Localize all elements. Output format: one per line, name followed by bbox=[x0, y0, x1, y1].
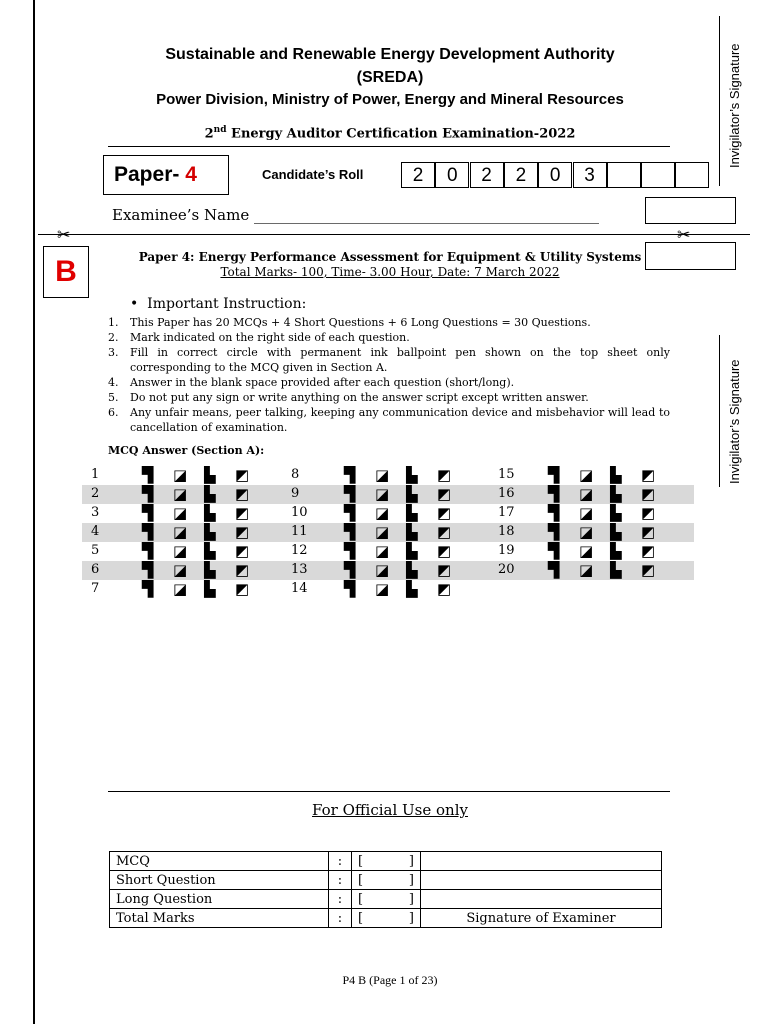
paper-title: Paper 4: Energy Performance Assessment for Equipment & Utility Systems bbox=[138, 250, 642, 264]
instruction-text: Any unfair means, peer talking, keeping any communication device and misbehavior will lead to cancellation of examination. bbox=[130, 406, 670, 434]
official-row-label: Long Question bbox=[110, 890, 329, 909]
answer-option-icon[interactable]: ◩ bbox=[235, 523, 250, 541]
answer-option-icon[interactable]: ▙ bbox=[610, 523, 622, 541]
mcq-question-number: 6 bbox=[91, 562, 100, 577]
official-mark-field[interactable] bbox=[352, 890, 421, 909]
answer-option-icon[interactable]: ◪ bbox=[173, 523, 188, 541]
answer-option-icon[interactable]: ◪ bbox=[173, 504, 188, 522]
org-abbr: (SREDA) bbox=[356, 69, 424, 86]
answer-option-icon[interactable]: ◪ bbox=[375, 542, 390, 560]
answer-option-icon[interactable]: ▜ bbox=[142, 580, 154, 598]
answer-option-icon[interactable]: ▙ bbox=[406, 542, 418, 560]
answer-option-icon[interactable]: ▜ bbox=[344, 485, 356, 503]
mcq-question-number: 2 bbox=[91, 486, 100, 501]
mcq-question-number: 19 bbox=[498, 543, 515, 558]
answer-option-icon[interactable]: ▜ bbox=[142, 485, 154, 503]
page-footer: P4 B (Page 1 of 23) bbox=[342, 973, 438, 987]
answer-option-icon[interactable]: ▜ bbox=[344, 523, 356, 541]
bracket-open: [ bbox=[358, 910, 364, 926]
mcq-row bbox=[82, 485, 694, 504]
answer-option-icon[interactable]: ◪ bbox=[375, 504, 390, 522]
official-mark-field[interactable] bbox=[352, 871, 421, 890]
answer-option-icon[interactable]: ▙ bbox=[204, 523, 216, 541]
mcq-question-number: 16 bbox=[498, 486, 515, 501]
official-row-right[interactable] bbox=[421, 871, 662, 890]
mcq-row bbox=[82, 466, 694, 485]
mcq-row bbox=[82, 542, 694, 561]
mcq-question-number: 14 bbox=[291, 581, 308, 596]
answer-option-icon[interactable]: ▜ bbox=[344, 561, 356, 579]
answer-option-icon[interactable]: ▜ bbox=[344, 580, 356, 598]
instruction-number: 6. bbox=[108, 406, 119, 419]
answer-option-icon[interactable]: ◩ bbox=[641, 504, 656, 522]
roll-digit-box[interactable] bbox=[675, 162, 709, 188]
answer-option-icon[interactable]: ◪ bbox=[375, 466, 390, 484]
answer-option-icon[interactable]: ▙ bbox=[204, 485, 216, 503]
instruction-number: 2. bbox=[108, 331, 119, 344]
answer-option-icon[interactable]: ▙ bbox=[406, 485, 418, 503]
answer-option-icon[interactable]: ◪ bbox=[173, 542, 188, 560]
answer-option-icon[interactable]: ▙ bbox=[610, 504, 622, 522]
answer-option-icon[interactable]: ◪ bbox=[579, 561, 594, 579]
answer-option-icon[interactable]: ◩ bbox=[641, 485, 656, 503]
answer-option-icon[interactable]: ◪ bbox=[173, 580, 188, 598]
bracket-close: ] bbox=[408, 872, 414, 888]
instruction-number: 4. bbox=[108, 376, 119, 389]
answer-option-icon[interactable]: ◩ bbox=[437, 466, 452, 484]
official-row bbox=[110, 871, 662, 890]
instruction-item bbox=[108, 345, 670, 375]
answer-option-icon[interactable]: ◩ bbox=[437, 561, 452, 579]
scissor-icon: ✂ bbox=[677, 225, 691, 244]
left-margin-line bbox=[33, 0, 35, 1024]
division-title: Power Division, Ministry of Power, Energy and Mineral Resources bbox=[156, 91, 624, 108]
mcq-question-number: 7 bbox=[91, 581, 100, 596]
instruction-item bbox=[108, 375, 670, 390]
instruction-text: Do not put any sign or write anything on the answer script except written answer. bbox=[130, 391, 589, 404]
instruction-item bbox=[108, 330, 670, 345]
answer-option-icon[interactable]: ▙ bbox=[406, 466, 418, 484]
instruction-item bbox=[108, 315, 670, 330]
exam-title: 2nd Energy Auditor Certification Examination-2022 bbox=[204, 125, 576, 142]
answer-option-icon[interactable]: ▙ bbox=[610, 561, 622, 579]
answer-option-icon[interactable]: ▙ bbox=[610, 466, 622, 484]
answer-option-icon[interactable]: ▜ bbox=[142, 466, 154, 484]
instructions-heading: • Important Instruction: bbox=[130, 296, 307, 312]
cut-line bbox=[38, 234, 750, 235]
signature-divider bbox=[719, 16, 720, 186]
answer-option-icon[interactable]: ◩ bbox=[235, 561, 250, 579]
official-row-right: Signature of Examiner bbox=[421, 909, 662, 928]
official-row-label: Short Question bbox=[110, 871, 329, 890]
answer-option-icon[interactable]: ◪ bbox=[579, 504, 594, 522]
official-row-colon: : bbox=[329, 871, 352, 890]
mcq-row bbox=[82, 523, 694, 542]
roll-digit-box[interactable] bbox=[607, 162, 641, 188]
answer-option-icon[interactable]: ◩ bbox=[437, 580, 452, 598]
official-row-label: MCQ bbox=[110, 852, 329, 871]
official-mark-field[interactable] bbox=[352, 909, 421, 928]
examinee-name-field[interactable]: Examinee’s Name ______________________________________________ bbox=[112, 206, 599, 224]
answer-option-icon[interactable]: ◪ bbox=[579, 485, 594, 503]
official-row bbox=[110, 852, 662, 871]
official-row-colon: : bbox=[329, 890, 352, 909]
answer-option-icon[interactable]: ◪ bbox=[173, 561, 188, 579]
bracket-close: ] bbox=[408, 891, 414, 907]
answer-option-icon[interactable]: ◩ bbox=[641, 523, 656, 541]
official-row-right[interactable] bbox=[421, 852, 662, 871]
answer-option-icon[interactable]: ▜ bbox=[344, 542, 356, 560]
mcq-question-number: 10 bbox=[291, 505, 308, 520]
official-row bbox=[110, 890, 662, 909]
answer-option-icon[interactable]: ▙ bbox=[204, 542, 216, 560]
bracket-close: ] bbox=[408, 910, 414, 926]
answer-option-icon[interactable]: ▜ bbox=[344, 466, 356, 484]
mcq-question-number: 20 bbox=[498, 562, 515, 577]
answer-option-icon[interactable]: ▜ bbox=[142, 561, 154, 579]
bracket-open: [ bbox=[358, 872, 364, 888]
mcq-question-number: 11 bbox=[291, 524, 308, 539]
answer-option-icon[interactable]: ▜ bbox=[548, 542, 560, 560]
answer-option-icon[interactable]: ▙ bbox=[406, 523, 418, 541]
mcq-row bbox=[82, 580, 694, 599]
answer-option-icon[interactable]: ▜ bbox=[548, 561, 560, 579]
roll-label: Candidate’s Roll bbox=[262, 167, 364, 182]
answer-option-icon[interactable]: ▙ bbox=[204, 561, 216, 579]
instruction-text: This Paper has 20 MCQs + 4 Short Questions + 6 Long Questions = 30 Questions. bbox=[130, 316, 591, 329]
official-row-colon: : bbox=[329, 852, 352, 871]
answer-option-icon[interactable]: ▙ bbox=[204, 466, 216, 484]
mcq-question-number: 8 bbox=[291, 467, 300, 482]
official-row bbox=[110, 909, 662, 928]
answer-option-icon[interactable]: ▙ bbox=[610, 485, 622, 503]
mcq-row bbox=[82, 504, 694, 523]
instruction-number: 3. bbox=[108, 346, 119, 359]
answer-option-icon[interactable]: ▜ bbox=[548, 523, 560, 541]
answer-option-icon[interactable]: ◪ bbox=[375, 561, 390, 579]
official-rule bbox=[108, 791, 670, 792]
answer-option-icon[interactable]: ▜ bbox=[142, 504, 154, 522]
mcq-question-number: 3 bbox=[91, 505, 100, 520]
answer-option-icon[interactable]: ▙ bbox=[610, 542, 622, 560]
instruction-item bbox=[108, 390, 670, 405]
mcq-question-number: 12 bbox=[291, 543, 308, 558]
roll-digit-box[interactable]: 0 bbox=[538, 162, 572, 188]
mcq-row bbox=[82, 561, 694, 580]
answer-option-icon[interactable]: ◩ bbox=[437, 523, 452, 541]
official-row-right[interactable] bbox=[421, 890, 662, 909]
signature-divider bbox=[719, 335, 720, 487]
answer-option-icon[interactable]: ▙ bbox=[406, 561, 418, 579]
instruction-item bbox=[108, 405, 670, 435]
answer-option-icon[interactable]: ◪ bbox=[375, 523, 390, 541]
instruction-text: Fill in correct circle with permanent ink ballpoint pen shown on the top sheet only corresponding to the MCQ given in Section A. bbox=[130, 346, 670, 374]
set-code-badge: B bbox=[43, 246, 89, 298]
mcq-question-number: 4 bbox=[91, 524, 100, 539]
invigilator-signature-label: Invigilator’s Signature bbox=[727, 359, 742, 484]
mcq-question-number: 5 bbox=[91, 543, 100, 558]
mcq-label: MCQ Answer (Section A): bbox=[108, 444, 265, 457]
answer-option-icon[interactable]: ◪ bbox=[579, 466, 594, 484]
official-title: For Official Use only bbox=[312, 801, 468, 819]
mcq-question-number: 18 bbox=[498, 524, 515, 539]
answer-option-icon[interactable]: ◩ bbox=[641, 466, 656, 484]
scissor-icon: ✂ bbox=[57, 225, 71, 244]
instruction-number: 1. bbox=[108, 316, 119, 329]
answer-option-icon[interactable]: ▜ bbox=[344, 504, 356, 522]
instruction-text: Answer in the blank space provided after each question (short/long). bbox=[130, 376, 515, 389]
answer-option-icon[interactable]: ◩ bbox=[437, 485, 452, 503]
answer-option-icon[interactable]: ▙ bbox=[406, 504, 418, 522]
mcq-question-number: 1 bbox=[91, 467, 100, 482]
paper-number-box: Paper- 4 bbox=[103, 155, 229, 195]
mcq-question-number: 17 bbox=[498, 505, 515, 520]
answer-option-icon[interactable]: ◩ bbox=[235, 466, 250, 484]
answer-option-icon[interactable]: ◩ bbox=[641, 542, 656, 560]
answer-option-icon[interactable]: ◪ bbox=[579, 523, 594, 541]
answer-option-icon[interactable]: ◩ bbox=[437, 504, 452, 522]
mcq-question-number: 13 bbox=[291, 562, 308, 577]
answer-option-icon[interactable]: ◩ bbox=[235, 580, 250, 598]
invigilator-box-top[interactable] bbox=[645, 197, 736, 224]
answer-option-icon[interactable]: ▙ bbox=[406, 580, 418, 598]
mcq-question-number: 9 bbox=[291, 486, 300, 501]
official-row-label: Total Marks bbox=[110, 909, 329, 928]
roll-digit-box[interactable] bbox=[641, 162, 675, 188]
answer-option-icon[interactable]: ▜ bbox=[142, 542, 154, 560]
answer-option-icon[interactable]: ◩ bbox=[235, 485, 250, 503]
answer-option-icon[interactable]: ▜ bbox=[548, 466, 560, 484]
bracket-close: ] bbox=[408, 853, 414, 869]
roll-digit-box[interactable]: 2 bbox=[401, 162, 435, 188]
answer-option-icon[interactable]: ◩ bbox=[437, 542, 452, 560]
answer-option-icon[interactable]: ▜ bbox=[548, 485, 560, 503]
roll-digit-box[interactable]: 3 bbox=[573, 162, 607, 188]
answer-option-icon[interactable]: ◪ bbox=[375, 580, 390, 598]
roll-digit-box[interactable]: 0 bbox=[435, 162, 469, 188]
official-marks-table bbox=[109, 851, 662, 928]
answer-option-icon[interactable]: ▙ bbox=[204, 580, 216, 598]
org-title: Sustainable and Renewable Energy Development Authority bbox=[165, 46, 615, 63]
paper-meta: Total Marks- 100, Time- 3.00 Hour, Date: 7 March 2022 bbox=[220, 265, 560, 279]
answer-option-icon[interactable]: ▜ bbox=[142, 523, 154, 541]
mcq-question-number: 15 bbox=[498, 467, 515, 482]
answer-option-icon[interactable]: ◩ bbox=[235, 542, 250, 560]
answer-option-icon[interactable]: ▜ bbox=[548, 504, 560, 522]
instruction-list bbox=[108, 315, 670, 435]
bracket-open: [ bbox=[358, 891, 364, 907]
answer-option-icon[interactable]: ▙ bbox=[204, 504, 216, 522]
instruction-text: Mark indicated on the right side of each question. bbox=[130, 331, 410, 344]
official-row-colon: : bbox=[329, 909, 352, 928]
instruction-number: 5. bbox=[108, 391, 119, 404]
header-rule bbox=[108, 146, 670, 147]
answer-option-icon[interactable]: ◩ bbox=[235, 504, 250, 522]
answer-option-icon[interactable]: ◪ bbox=[173, 466, 188, 484]
bracket-open: [ bbox=[358, 853, 364, 869]
invigilator-signature-label: Invigilator’s Signature bbox=[727, 43, 742, 168]
official-mark-field[interactable] bbox=[352, 852, 421, 871]
answer-option-icon[interactable]: ◪ bbox=[375, 485, 390, 503]
roll-digit-box[interactable]: 2 bbox=[470, 162, 504, 188]
answer-option-icon[interactable]: ◪ bbox=[173, 485, 188, 503]
answer-option-icon[interactable]: ◩ bbox=[641, 561, 656, 579]
answer-option-icon[interactable]: ◪ bbox=[579, 542, 594, 560]
roll-digit-box[interactable]: 2 bbox=[504, 162, 538, 188]
